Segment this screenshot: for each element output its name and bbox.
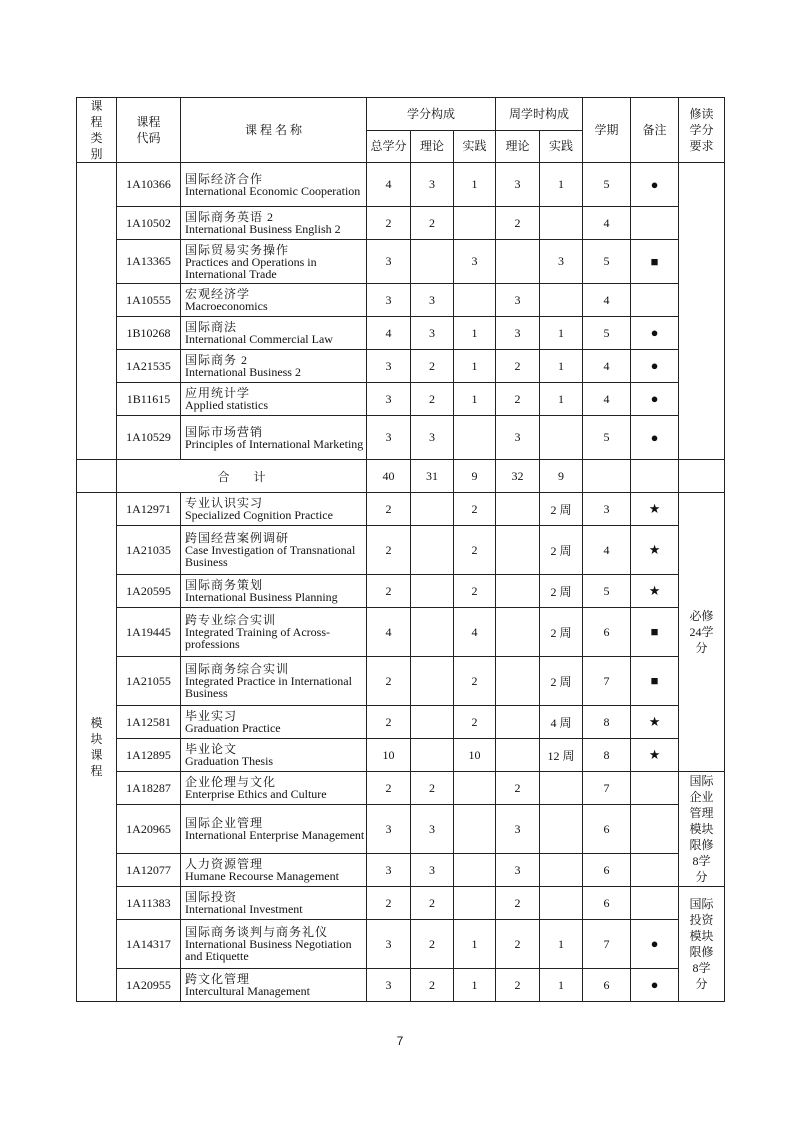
course-name-en: Principles of International Marketing bbox=[185, 436, 364, 451]
course-code: 1A19445 bbox=[117, 608, 181, 657]
cell-theory: 2 bbox=[411, 383, 454, 416]
cell-h-theory: 2 bbox=[496, 350, 540, 383]
cell-semester: 7 bbox=[583, 920, 631, 969]
course-name-cn: 国际经济合作 bbox=[185, 171, 264, 186]
course-row bbox=[77, 284, 725, 317]
cell-semester: 4 bbox=[583, 526, 631, 575]
cell-practice: 1 bbox=[454, 969, 496, 1002]
note-symbol: ● bbox=[631, 163, 679, 207]
cell-semester: 4 bbox=[583, 207, 631, 240]
course-row bbox=[77, 493, 725, 526]
cell-total: 2 bbox=[367, 706, 411, 739]
cell-h-practice bbox=[540, 416, 583, 460]
note-symbol: ■ bbox=[631, 608, 679, 657]
course-code: 1A10502 bbox=[117, 207, 181, 240]
cell-h-theory bbox=[496, 240, 540, 284]
cell-practice: 1 bbox=[454, 317, 496, 350]
course-name-cn: 跨专业综合实训 bbox=[185, 613, 277, 627]
note-symbol: ★ bbox=[631, 526, 679, 575]
course-name-cn: 国际企业管理 bbox=[185, 816, 264, 830]
course-name-en: Case Investigation of Transnational Business bbox=[185, 543, 356, 569]
course-code: 1A10366 bbox=[117, 163, 181, 207]
cell-semester: 4 bbox=[583, 383, 631, 416]
note-symbol: ● bbox=[631, 920, 679, 969]
course-name-cn: 国际商务 2 bbox=[185, 353, 249, 367]
cell-h-theory: 3 bbox=[496, 416, 540, 460]
cell-total: 3 bbox=[367, 383, 411, 416]
cell-theory bbox=[411, 657, 454, 706]
note-symbol bbox=[631, 805, 679, 854]
course-name-en: Specialized Cognition Practice bbox=[185, 508, 333, 522]
cell-theory bbox=[411, 493, 454, 526]
course-name-en: Intercultural Management bbox=[185, 984, 310, 998]
cell-theory bbox=[411, 240, 454, 284]
note-symbol bbox=[631, 854, 679, 887]
cell-h-theory: 3 bbox=[496, 805, 540, 854]
cell-h-theory: 2 bbox=[496, 969, 540, 1002]
course-name-en: Enterprise Ethics and Culture bbox=[185, 787, 327, 801]
total-label: 合 计 bbox=[117, 460, 367, 493]
course-name bbox=[181, 706, 367, 739]
course-row bbox=[77, 854, 725, 887]
cell-h-theory: 3 bbox=[496, 854, 540, 887]
note-symbol bbox=[631, 772, 679, 805]
cell-practice: 2 bbox=[454, 706, 496, 739]
course-name-cn: 国际商务策划 bbox=[185, 578, 264, 592]
cell-semester: 6 bbox=[583, 608, 631, 657]
course-code: 1A21055 bbox=[117, 657, 181, 706]
page-number: 7 bbox=[396, 1034, 404, 1048]
course-name-cn: 人力资源管理 bbox=[185, 857, 264, 871]
note-symbol: ★ bbox=[631, 739, 679, 772]
cell-semester: 8 bbox=[583, 706, 631, 739]
cell-practice bbox=[454, 887, 496, 920]
cell-h-practice bbox=[540, 207, 583, 240]
note-symbol: ■ bbox=[631, 657, 679, 706]
cell-practice: 2 bbox=[454, 493, 496, 526]
course-name-cn: 国际商务英语 2 bbox=[185, 210, 275, 224]
cell-h-theory bbox=[496, 575, 540, 608]
header-hours-theory: 理论 bbox=[496, 131, 540, 163]
cell-practice bbox=[454, 854, 496, 887]
cell-theory bbox=[411, 608, 454, 657]
cell-theory bbox=[411, 526, 454, 575]
total-note-empty bbox=[631, 460, 679, 493]
curriculum-table bbox=[76, 97, 725, 1002]
cell-h-practice bbox=[540, 805, 583, 854]
course-name-en: Integrated Training of Across-professions bbox=[185, 625, 330, 651]
cell-semester: 6 bbox=[583, 854, 631, 887]
course-row bbox=[77, 657, 725, 706]
course-name bbox=[181, 657, 367, 706]
course-code: 1B10268 bbox=[117, 317, 181, 350]
cell-total: 4 bbox=[367, 317, 411, 350]
cell-total: 2 bbox=[367, 493, 411, 526]
course-name-en: Macroeconomics bbox=[185, 299, 268, 313]
course-name bbox=[181, 805, 367, 854]
category-cell-empty bbox=[77, 163, 117, 460]
course-name bbox=[181, 608, 367, 657]
course-name bbox=[181, 350, 367, 383]
category-label: 模块课程 bbox=[90, 716, 103, 778]
cell-practice: 2 bbox=[454, 526, 496, 575]
cell-total: 3 bbox=[367, 416, 411, 460]
requirement-module-b bbox=[679, 887, 725, 1002]
header-category: 课程类别 bbox=[77, 98, 117, 163]
cell-theory bbox=[411, 739, 454, 772]
course-row bbox=[77, 526, 725, 575]
cell-total: 3 bbox=[367, 854, 411, 887]
course-row bbox=[77, 706, 725, 739]
course-code: 1A13365 bbox=[117, 240, 181, 284]
total-h-theory: 32 bbox=[496, 460, 540, 493]
header-credits-practice: 实践 bbox=[454, 131, 496, 163]
note-symbol: ● bbox=[631, 969, 679, 1002]
cell-semester: 6 bbox=[583, 805, 631, 854]
course-row bbox=[77, 163, 725, 207]
cell-h-practice bbox=[540, 772, 583, 805]
cell-total: 2 bbox=[367, 207, 411, 240]
total-requirement-empty bbox=[679, 460, 725, 493]
note-symbol: ■ bbox=[631, 240, 679, 284]
cell-semester: 6 bbox=[583, 969, 631, 1002]
course-code: 1A14317 bbox=[117, 920, 181, 969]
cell-theory: 2 bbox=[411, 350, 454, 383]
cell-h-practice: 4 周 bbox=[540, 706, 583, 739]
note-symbol: ★ bbox=[631, 575, 679, 608]
course-name-cn: 国际贸易实务操作 bbox=[185, 242, 290, 257]
total-category-empty bbox=[77, 460, 117, 493]
cell-theory: 2 bbox=[411, 969, 454, 1002]
note-symbol: ★ bbox=[631, 493, 679, 526]
course-name-cn: 国际商务谈判与商务礼仪 bbox=[185, 925, 329, 939]
cell-total: 4 bbox=[367, 163, 411, 207]
cell-practice bbox=[454, 284, 496, 317]
course-name-en: International Enterprise Management bbox=[185, 828, 365, 842]
header-note: 备注 bbox=[631, 98, 679, 163]
cell-semester: 8 bbox=[583, 739, 631, 772]
cell-h-practice: 1 bbox=[540, 920, 583, 969]
cell-practice: 10 bbox=[454, 739, 496, 772]
course-code: 1A11383 bbox=[117, 887, 181, 920]
cell-h-theory bbox=[496, 739, 540, 772]
course-name bbox=[181, 207, 367, 240]
cell-h-practice: 2 周 bbox=[540, 526, 583, 575]
course-code: 1B11615 bbox=[117, 383, 181, 416]
cell-h-theory bbox=[496, 608, 540, 657]
cell-total: 3 bbox=[367, 240, 411, 284]
requirement-cell-empty bbox=[679, 163, 725, 460]
course-name-en: International Business Planning bbox=[185, 590, 338, 604]
cell-theory: 2 bbox=[411, 207, 454, 240]
course-code: 1A20965 bbox=[117, 805, 181, 854]
course-code: 1A21035 bbox=[117, 526, 181, 575]
cell-practice: 3 bbox=[454, 240, 496, 284]
cell-practice: 1 bbox=[454, 350, 496, 383]
category-module-courses bbox=[77, 493, 117, 1002]
course-name-cn: 国际市场营销 bbox=[185, 424, 264, 439]
course-code: 1A18287 bbox=[117, 772, 181, 805]
course-row bbox=[77, 739, 725, 772]
course-name-en: International Business 2 bbox=[185, 365, 301, 379]
course-row bbox=[77, 969, 725, 1002]
course-code: 1A20955 bbox=[117, 969, 181, 1002]
cell-total: 3 bbox=[367, 350, 411, 383]
course-row bbox=[77, 887, 725, 920]
cell-practice: 1 bbox=[454, 163, 496, 207]
total-h-practice: 9 bbox=[540, 460, 583, 493]
note-symbol: ● bbox=[631, 350, 679, 383]
cell-h-practice: 1 bbox=[540, 383, 583, 416]
cell-h-theory: 2 bbox=[496, 207, 540, 240]
course-name bbox=[181, 575, 367, 608]
cell-practice: 2 bbox=[454, 575, 496, 608]
course-name-cn: 跨文化管理 bbox=[185, 972, 251, 986]
course-name bbox=[181, 493, 367, 526]
cell-h-practice bbox=[540, 854, 583, 887]
course-name-cn: 国际商务综合实训 bbox=[185, 662, 290, 676]
course-name-en: Graduation Thesis bbox=[185, 754, 274, 768]
cell-h-practice: 3 bbox=[540, 240, 583, 284]
cell-semester: 5 bbox=[583, 240, 631, 284]
cell-h-practice: 12 周 bbox=[540, 739, 583, 772]
cell-h-practice bbox=[540, 284, 583, 317]
total-row bbox=[77, 460, 725, 493]
header-credits-total: 总学分 bbox=[367, 131, 411, 163]
cell-total: 3 bbox=[367, 805, 411, 854]
module-requirement-label: 国际投资模块限修8学分 bbox=[689, 897, 714, 991]
cell-practice bbox=[454, 805, 496, 854]
cell-practice: 2 bbox=[454, 657, 496, 706]
course-name-cn: 应用统计学 bbox=[185, 386, 251, 400]
course-name bbox=[181, 739, 367, 772]
note-symbol: ★ bbox=[631, 706, 679, 739]
cell-theory: 2 bbox=[411, 887, 454, 920]
course-name-cn: 毕业论文 bbox=[185, 742, 238, 756]
cell-h-theory: 3 bbox=[496, 163, 540, 207]
cell-h-theory: 2 bbox=[496, 887, 540, 920]
cell-semester: 5 bbox=[583, 163, 631, 207]
course-name bbox=[181, 526, 367, 575]
course-name-cn: 企业伦理与文化 bbox=[185, 775, 277, 789]
requirement-module-a bbox=[679, 772, 725, 887]
course-row bbox=[77, 920, 725, 969]
course-name-en: Humane Recourse Management bbox=[185, 869, 339, 883]
header-hours-group: 周学时构成 bbox=[496, 98, 583, 131]
cell-h-theory: 2 bbox=[496, 920, 540, 969]
cell-h-practice: 1 bbox=[540, 317, 583, 350]
cell-h-practice: 2 周 bbox=[540, 493, 583, 526]
course-name-en: International Commercial Law bbox=[185, 332, 333, 346]
cell-practice: 1 bbox=[454, 383, 496, 416]
cell-h-practice: 1 bbox=[540, 969, 583, 1002]
course-row bbox=[77, 805, 725, 854]
cell-h-theory bbox=[496, 493, 540, 526]
cell-theory: 2 bbox=[411, 772, 454, 805]
cell-theory: 3 bbox=[411, 854, 454, 887]
note-symbol: ● bbox=[631, 317, 679, 350]
course-code: 1A12581 bbox=[117, 706, 181, 739]
cell-semester: 5 bbox=[583, 416, 631, 460]
course-row bbox=[77, 575, 725, 608]
course-name bbox=[181, 887, 367, 920]
course-row bbox=[77, 350, 725, 383]
cell-h-theory bbox=[496, 526, 540, 575]
cell-h-practice: 2 周 bbox=[540, 608, 583, 657]
course-name bbox=[181, 969, 367, 1002]
course-row bbox=[77, 317, 725, 350]
cell-h-theory bbox=[496, 706, 540, 739]
cell-total: 2 bbox=[367, 575, 411, 608]
cell-practice bbox=[454, 207, 496, 240]
cell-semester: 4 bbox=[583, 350, 631, 383]
course-code: 1A21535 bbox=[117, 350, 181, 383]
cell-practice bbox=[454, 772, 496, 805]
cell-total: 2 bbox=[367, 657, 411, 706]
cell-total: 10 bbox=[367, 739, 411, 772]
cell-total: 3 bbox=[367, 969, 411, 1002]
cell-semester: 4 bbox=[583, 284, 631, 317]
cell-practice: 1 bbox=[454, 920, 496, 969]
note-symbol bbox=[631, 887, 679, 920]
course-name bbox=[181, 240, 367, 284]
cell-total: 3 bbox=[367, 284, 411, 317]
course-name-cn: 国际商法 bbox=[185, 320, 238, 334]
course-code: 1A10529 bbox=[117, 416, 181, 460]
cell-semester: 5 bbox=[583, 575, 631, 608]
course-name-cn: 跨国经营案例调研 bbox=[185, 531, 290, 545]
cell-h-theory: 3 bbox=[496, 284, 540, 317]
cell-semester: 3 bbox=[583, 493, 631, 526]
course-name-en: International Business Negotiation and Etiquette bbox=[185, 937, 352, 963]
course-code: 1A20595 bbox=[117, 575, 181, 608]
course-name-cn: 宏观经济学 bbox=[185, 287, 251, 301]
course-name-en: International Investment bbox=[185, 902, 303, 916]
cell-theory: 3 bbox=[411, 805, 454, 854]
cell-total: 4 bbox=[367, 608, 411, 657]
total-total: 40 bbox=[367, 460, 411, 493]
cell-theory: 3 bbox=[411, 284, 454, 317]
cell-h-theory: 2 bbox=[496, 772, 540, 805]
cell-theory: 3 bbox=[411, 317, 454, 350]
course-name bbox=[181, 284, 367, 317]
header-semester: 学期 bbox=[583, 98, 631, 163]
cell-semester: 6 bbox=[583, 887, 631, 920]
course-row bbox=[77, 207, 725, 240]
cell-semester: 7 bbox=[583, 772, 631, 805]
course-name-cn: 毕业实习 bbox=[185, 709, 238, 723]
total-theory: 31 bbox=[411, 460, 454, 493]
requirement-required bbox=[679, 493, 725, 772]
course-code: 1A12895 bbox=[117, 739, 181, 772]
cell-h-practice: 1 bbox=[540, 350, 583, 383]
course-name bbox=[181, 772, 367, 805]
total-semester-empty bbox=[583, 460, 631, 493]
header-hours-practice: 实践 bbox=[540, 131, 583, 163]
cell-semester: 5 bbox=[583, 317, 631, 350]
cell-total: 2 bbox=[367, 526, 411, 575]
course-name-en: International Business English 2 bbox=[185, 222, 341, 236]
total-practice: 9 bbox=[454, 460, 496, 493]
cell-h-practice: 2 周 bbox=[540, 657, 583, 706]
course-name-en: International Economic Cooperation bbox=[185, 183, 361, 198]
course-name-cn: 专业认识实习 bbox=[185, 496, 264, 510]
cell-h-theory: 3 bbox=[496, 317, 540, 350]
course-row bbox=[77, 772, 725, 805]
course-code: 1A10555 bbox=[117, 284, 181, 317]
cell-h-theory: 2 bbox=[496, 383, 540, 416]
course-name-en: Applied statistics bbox=[185, 398, 268, 412]
cell-practice bbox=[454, 416, 496, 460]
course-code: 1A12971 bbox=[117, 493, 181, 526]
header-code: 课程代码 bbox=[117, 98, 181, 163]
header-row-1 bbox=[77, 98, 725, 131]
header-credits-group: 学分构成 bbox=[367, 98, 496, 131]
cell-h-practice: 2 周 bbox=[540, 575, 583, 608]
note-symbol bbox=[631, 207, 679, 240]
course-name bbox=[181, 416, 367, 460]
cell-theory: 2 bbox=[411, 920, 454, 969]
course-name bbox=[181, 383, 367, 416]
header-requirement: 修读学分要求 bbox=[679, 98, 725, 163]
cell-total: 2 bbox=[367, 887, 411, 920]
course-name-en: Integrated Practice in International Business bbox=[185, 674, 352, 700]
course-name-en: Practices and Operations in International Trade bbox=[185, 254, 317, 281]
course-name bbox=[181, 920, 367, 969]
cell-h-practice bbox=[540, 887, 583, 920]
cell-theory bbox=[411, 706, 454, 739]
course-name-en: Graduation Practice bbox=[185, 721, 281, 735]
cell-h-practice: 1 bbox=[540, 163, 583, 207]
requirement-label: 必修24学分 bbox=[689, 609, 714, 655]
course-name bbox=[181, 317, 367, 350]
cell-semester: 7 bbox=[583, 657, 631, 706]
cell-practice: 4 bbox=[454, 608, 496, 657]
cell-theory: 3 bbox=[411, 163, 454, 207]
note-symbol: ● bbox=[631, 416, 679, 460]
note-symbol bbox=[631, 284, 679, 317]
cell-total: 3 bbox=[367, 920, 411, 969]
header-name: 课 程 名 称 bbox=[181, 98, 367, 163]
cell-h-theory bbox=[496, 657, 540, 706]
course-row bbox=[77, 383, 725, 416]
course-name bbox=[181, 163, 367, 207]
course-row bbox=[77, 608, 725, 657]
course-code: 1A12077 bbox=[117, 854, 181, 887]
cell-total: 2 bbox=[367, 772, 411, 805]
module-requirement-label: 国际企业管理模块限修8学分 bbox=[689, 774, 714, 884]
course-name bbox=[181, 854, 367, 887]
cell-theory: 3 bbox=[411, 416, 454, 460]
header-credits-theory: 理论 bbox=[411, 131, 454, 163]
cell-theory bbox=[411, 575, 454, 608]
course-row bbox=[77, 416, 725, 460]
note-symbol: ● bbox=[631, 383, 679, 416]
course-row bbox=[77, 240, 725, 284]
course-name-cn: 国际投资 bbox=[185, 890, 238, 904]
